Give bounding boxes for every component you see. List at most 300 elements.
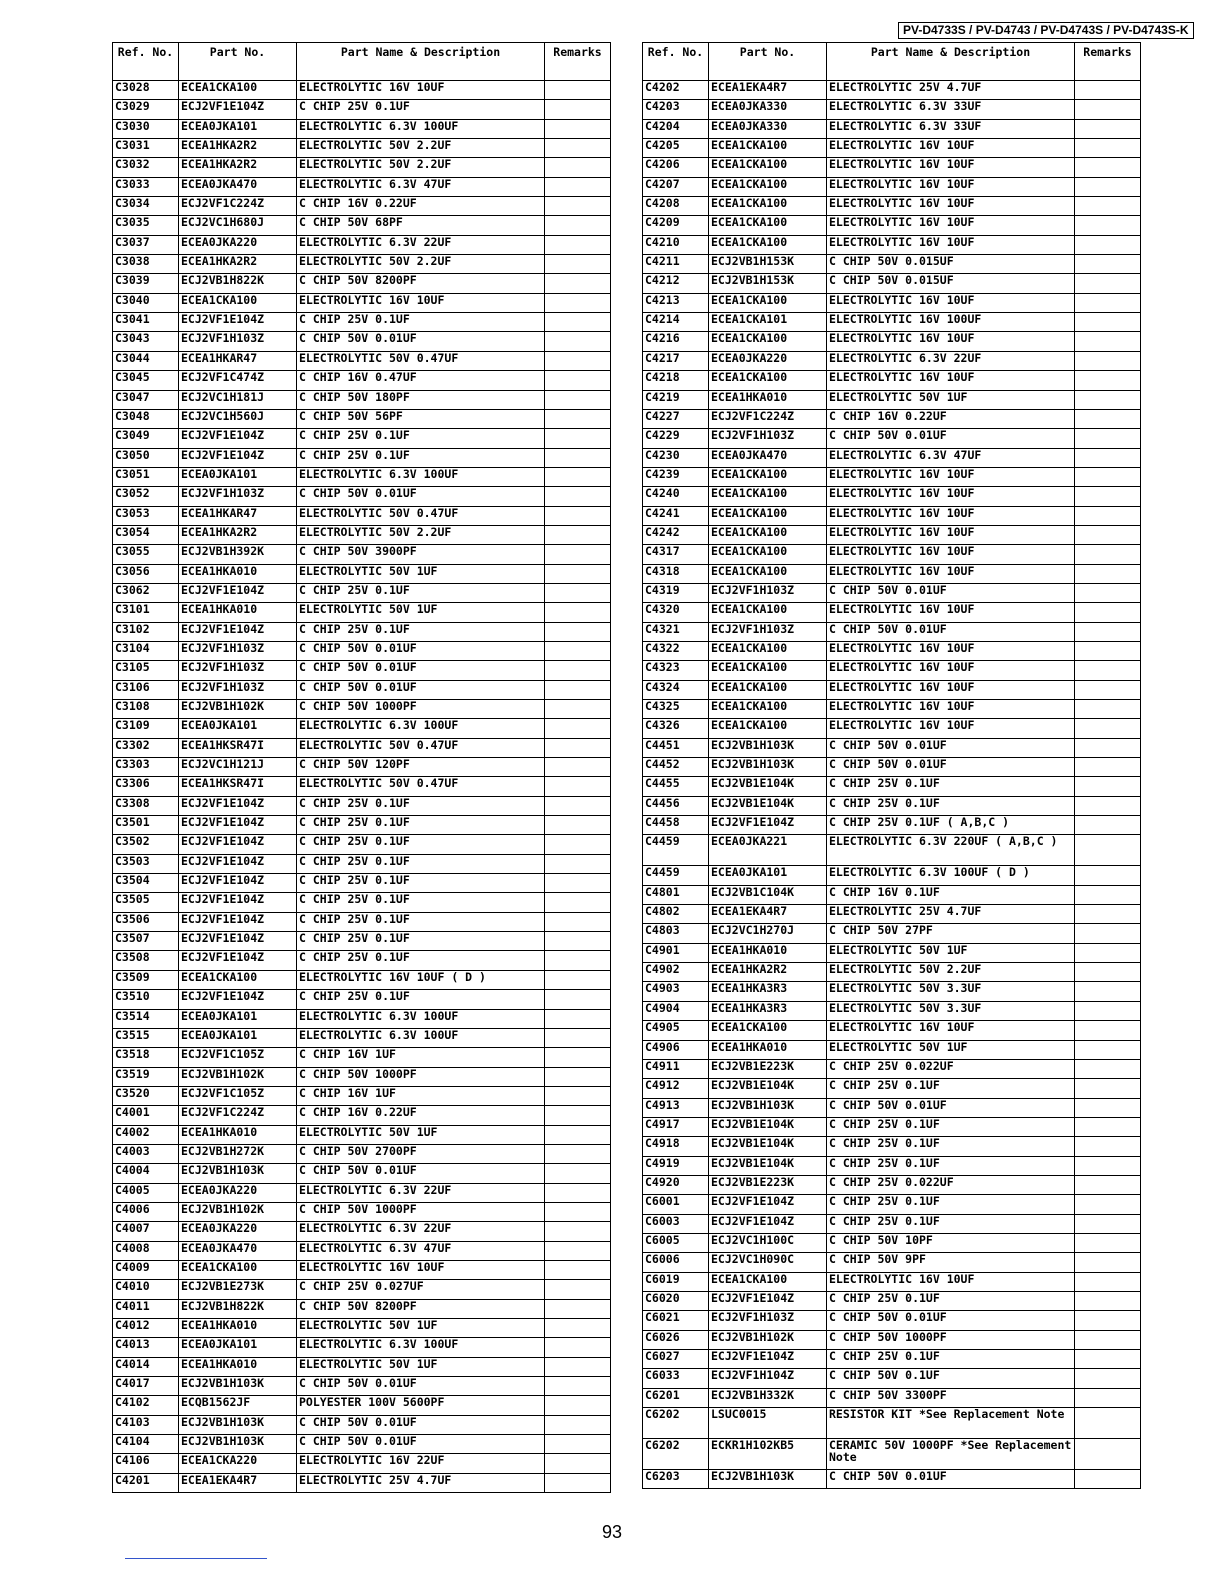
ref-no-cell: C4219	[643, 390, 709, 409]
remarks-cell	[1075, 1175, 1141, 1194]
ref-no-cell: C3031	[113, 139, 179, 158]
table-row	[643, 719, 1141, 738]
ref-no-cell: C4203	[643, 100, 709, 119]
table-row	[113, 893, 611, 912]
ref-no-cell: C3050	[113, 448, 179, 467]
part-no-cell: ECEA1CKA100	[179, 970, 297, 989]
remarks-cell	[545, 1028, 611, 1047]
part-no-cell: ECEA1HKA010	[709, 943, 827, 962]
description-cell: ELECTROLYTIC 50V 1UF	[297, 603, 545, 622]
table-row	[643, 197, 1141, 216]
description-cell: C CHIP 25V 0.1UF ( A,B,C )	[827, 816, 1075, 835]
part-no-cell: ECEA1HKA010	[179, 1125, 297, 1144]
model-header: PV-D4733S / PV-D4743 / PV-D4743S / PV-D4743S-K	[898, 22, 1194, 39]
ref-no-cell: C3502	[113, 835, 179, 854]
part-no-cell: ECEA1CKA100	[709, 467, 827, 486]
table-row	[113, 603, 611, 622]
ref-no-cell: C6020	[643, 1291, 709, 1310]
table-row	[643, 777, 1141, 796]
remarks-cell	[545, 835, 611, 854]
remarks-cell	[545, 177, 611, 196]
part-no-cell: ECJ2VB1E104K	[709, 1156, 827, 1175]
table-row	[113, 738, 611, 757]
part-no-cell: ECEA0JKA220	[179, 1183, 297, 1202]
part-no-cell: ECEA0JKA220	[709, 351, 827, 370]
description-cell: C CHIP 50V 0.01UF	[297, 1164, 545, 1183]
remarks-cell	[545, 719, 611, 738]
table-row	[113, 506, 611, 525]
table-row	[643, 274, 1141, 293]
description-cell: C CHIP 25V 0.1UF	[297, 874, 545, 893]
col-part-header: Part No.	[709, 43, 827, 81]
remarks-cell	[545, 1338, 611, 1357]
description-cell: POLYESTER 100V 5600PF	[297, 1396, 545, 1415]
table-row	[113, 970, 611, 989]
description-cell: C CHIP 50V 0.01UF	[827, 622, 1075, 641]
table-row	[643, 796, 1141, 815]
table-row	[113, 1299, 611, 1318]
table-row	[643, 409, 1141, 428]
remarks-cell	[1075, 235, 1141, 254]
ref-no-cell: C3506	[113, 912, 179, 931]
table-row	[113, 119, 611, 138]
ref-no-cell: C3105	[113, 661, 179, 680]
part-no-cell: ECQB1562JF	[179, 1396, 297, 1415]
description-cell: C CHIP 50V 68PF	[297, 216, 545, 235]
description-cell: C CHIP 50V 10PF	[827, 1233, 1075, 1252]
table-row	[643, 905, 1141, 924]
part-no-cell: ECEA1HKAR47	[179, 506, 297, 525]
part-no-cell: ECEA1CKA100	[709, 139, 827, 158]
ref-no-cell: C6202	[643, 1408, 709, 1439]
remarks-cell	[1075, 1233, 1141, 1252]
remarks-cell	[1075, 1470, 1141, 1489]
remarks-cell	[1075, 1439, 1141, 1470]
ref-no-cell: C4905	[643, 1021, 709, 1040]
remarks-cell	[1075, 1272, 1141, 1291]
table-row	[113, 274, 611, 293]
description-cell: ELECTROLYTIC 16V 10UF	[827, 235, 1075, 254]
description-cell: C CHIP 25V 0.022UF	[827, 1175, 1075, 1194]
remarks-cell	[545, 390, 611, 409]
part-no-cell: LSUC0015	[709, 1408, 827, 1439]
part-no-cell: ECJ2VF1H104Z	[709, 1369, 827, 1388]
remarks-cell	[545, 1473, 611, 1492]
ref-no-cell: C4001	[113, 1106, 179, 1125]
ref-no-cell: C4209	[643, 216, 709, 235]
remarks-cell	[545, 700, 611, 719]
description-cell: ELECTROLYTIC 16V 10UF	[827, 371, 1075, 390]
remarks-cell	[545, 661, 611, 680]
table-row	[643, 564, 1141, 583]
table-row	[113, 835, 611, 854]
part-no-cell: ECJ2VF1E104Z	[179, 100, 297, 119]
ref-no-cell: C4229	[643, 429, 709, 448]
description-cell: ELECTROLYTIC 6.3V 100UF	[297, 1009, 545, 1028]
part-no-cell: ECEA1CKA100	[709, 525, 827, 544]
description-cell: C CHIP 16V 0.22UF	[297, 1106, 545, 1125]
description-cell: ELECTROLYTIC 16V 10UF	[297, 1260, 545, 1279]
description-cell: ELECTROLYTIC 16V 10UF	[297, 81, 545, 100]
remarks-cell	[1075, 963, 1141, 982]
part-no-cell: ECJ2VB1E104K	[709, 1117, 827, 1136]
description-cell: ELECTROLYTIC 6.3V 22UF	[297, 235, 545, 254]
remarks-cell	[1075, 139, 1141, 158]
ref-no-cell: C3041	[113, 313, 179, 332]
remarks-cell	[1075, 467, 1141, 486]
table-row	[643, 641, 1141, 660]
ref-no-cell: C3104	[113, 641, 179, 660]
description-cell: C CHIP 50V 1000PF	[827, 1330, 1075, 1349]
table-row	[643, 487, 1141, 506]
remarks-cell	[545, 1435, 611, 1454]
ref-no-cell: C4906	[643, 1040, 709, 1059]
description-cell: C CHIP 25V 0.1UF	[297, 583, 545, 602]
remarks-cell	[1075, 777, 1141, 796]
remarks-cell	[1075, 1214, 1141, 1233]
remarks-cell	[1075, 81, 1141, 100]
ref-no-cell: C3507	[113, 932, 179, 951]
remarks-cell	[1075, 1040, 1141, 1059]
remarks-cell	[545, 313, 611, 332]
part-no-cell: ECJ2VF1E104Z	[179, 816, 297, 835]
part-no-cell: ECJ2VB1E104K	[709, 777, 827, 796]
description-cell: ELECTROLYTIC 50V 0.47UF	[297, 777, 545, 796]
ref-no-cell: C4216	[643, 332, 709, 351]
table-row	[643, 661, 1141, 680]
ref-no-cell: C4318	[643, 564, 709, 583]
description-cell: ELECTROLYTIC 6.3V 47UF	[297, 1241, 545, 1260]
part-no-cell: ECJ2VF1H103Z	[709, 429, 827, 448]
ref-no-cell: C6202	[643, 1439, 709, 1470]
table-row	[643, 1001, 1141, 1020]
description-cell: ELECTROLYTIC 16V 10UF	[827, 467, 1075, 486]
part-no-cell: ECEA1HKA2R2	[179, 139, 297, 158]
part-no-cell: ECJ2VC1H090C	[709, 1253, 827, 1272]
ref-no-cell: C4002	[113, 1125, 179, 1144]
description-cell: C CHIP 25V 0.1UF	[297, 448, 545, 467]
table-row	[643, 603, 1141, 622]
remarks-cell	[545, 545, 611, 564]
part-no-cell: ECJ2VB1H102K	[179, 1202, 297, 1221]
table-row	[643, 1098, 1141, 1117]
description-cell: C CHIP 50V 0.01UF	[827, 758, 1075, 777]
remarks-cell	[1075, 622, 1141, 641]
part-no-cell: ECEA0JKA101	[179, 119, 297, 138]
part-no-cell: ECJ2VB1H103K	[179, 1435, 297, 1454]
part-no-cell: ECEA1HKA010	[179, 603, 297, 622]
table-row	[113, 951, 611, 970]
remarks-cell	[545, 1183, 611, 1202]
remarks-cell	[1075, 448, 1141, 467]
description-cell: C CHIP 50V 0.01UF	[827, 429, 1075, 448]
ref-no-cell: C4202	[643, 81, 709, 100]
part-no-cell: ECJ2VB1H102K	[179, 1067, 297, 1086]
table-row	[643, 81, 1141, 100]
remarks-cell	[1075, 641, 1141, 660]
part-no-cell: ECEA0JKA101	[179, 1028, 297, 1047]
table-row	[113, 1202, 611, 1221]
table-row	[643, 293, 1141, 312]
ref-no-cell: C3028	[113, 81, 179, 100]
description-cell: ELECTROLYTIC 16V 10UF	[827, 700, 1075, 719]
table-row	[113, 467, 611, 486]
part-no-cell: ECJ2VF1E104Z	[709, 1214, 827, 1233]
part-no-cell: ECEA1CKA220	[179, 1454, 297, 1473]
part-no-cell: ECEA1HKA2R2	[179, 525, 297, 544]
table-row	[113, 564, 611, 583]
description-cell: C CHIP 50V 0.01UF	[827, 1098, 1075, 1117]
description-cell: ELECTROLYTIC 16V 10UF	[827, 177, 1075, 196]
part-no-cell: ECEA1CKA100	[179, 1260, 297, 1279]
part-no-cell: ECJ2VF1C224Z	[709, 409, 827, 428]
part-no-cell: ECJ2VB1H103K	[709, 738, 827, 757]
description-cell: C CHIP 25V 0.1UF	[827, 1117, 1075, 1136]
part-no-cell: ECJ2VC1H121J	[179, 758, 297, 777]
table-row	[113, 487, 611, 506]
ref-no-cell: C3303	[113, 758, 179, 777]
description-cell: C CHIP 25V 0.1UF	[297, 313, 545, 332]
remarks-cell	[1075, 738, 1141, 757]
table-row	[113, 351, 611, 370]
description-cell: ELECTROLYTIC 16V 10UF	[297, 293, 545, 312]
ref-no-cell: C4455	[643, 777, 709, 796]
part-no-cell: ECEA1CKA100	[709, 641, 827, 660]
table-row	[113, 680, 611, 699]
ref-no-cell: C4459	[643, 835, 709, 866]
table-row	[643, 680, 1141, 699]
ref-no-cell: C4801	[643, 885, 709, 904]
remarks-cell	[545, 912, 611, 931]
part-no-cell: ECJ2VB1H153K	[709, 274, 827, 293]
remarks-cell	[545, 1260, 611, 1279]
ref-no-cell: C4239	[643, 467, 709, 486]
description-cell: ELECTROLYTIC 6.3V 100UF ( D )	[827, 866, 1075, 885]
part-no-cell: ECJ2VF1E104Z	[709, 1291, 827, 1310]
part-no-cell: ECJ2VB1H103K	[709, 1470, 827, 1489]
ref-no-cell: C4451	[643, 738, 709, 757]
part-no-cell: ECEA1HKSR47I	[179, 777, 297, 796]
description-cell: ELECTROLYTIC 50V 0.47UF	[297, 738, 545, 757]
col-desc-header: Part Name & Description	[297, 43, 545, 81]
description-cell: C CHIP 50V 0.01UF	[297, 661, 545, 680]
table-header-row	[643, 43, 1141, 81]
description-cell: C CHIP 25V 0.1UF	[297, 816, 545, 835]
remarks-cell	[1075, 719, 1141, 738]
table-row	[113, 100, 611, 119]
part-no-cell: ECJ2VC1H560J	[179, 409, 297, 428]
part-no-cell: ECEA1CKA100	[709, 1021, 827, 1040]
part-no-cell: ECJ2VB1H332K	[709, 1388, 827, 1407]
part-no-cell: ECJ2VB1E104K	[709, 1137, 827, 1156]
ref-no-cell: C3504	[113, 874, 179, 893]
ref-no-cell: C4004	[113, 1164, 179, 1183]
ref-no-cell: C4227	[643, 409, 709, 428]
remarks-cell	[1075, 390, 1141, 409]
remarks-cell	[1075, 1195, 1141, 1214]
part-no-cell: ECEA1CKA100	[709, 661, 827, 680]
remarks-cell	[1075, 1079, 1141, 1098]
part-no-cell: ECJ2VF1C474Z	[179, 371, 297, 390]
part-no-cell: ECEA0JKA220	[179, 235, 297, 254]
part-no-cell: ECEA0JKA470	[179, 177, 297, 196]
remarks-cell	[1075, 525, 1141, 544]
ref-no-cell: C3034	[113, 197, 179, 216]
description-cell: ELECTROLYTIC 25V 4.7UF	[827, 81, 1075, 100]
ref-no-cell: C3048	[113, 409, 179, 428]
remarks-cell	[1075, 661, 1141, 680]
part-no-cell: ECJ2VF1H103Z	[179, 487, 297, 506]
part-no-cell: ECEA1HKA010	[179, 1357, 297, 1376]
description-cell: ELECTROLYTIC 16V 10UF	[827, 661, 1075, 680]
table-row	[113, 1067, 611, 1086]
ref-no-cell: C4208	[643, 197, 709, 216]
col-ref-header: Ref. No.	[113, 43, 179, 81]
description-cell: ELECTROLYTIC 16V 10UF	[827, 564, 1075, 583]
ref-no-cell: C4009	[113, 1260, 179, 1279]
table-row	[113, 932, 611, 951]
ref-no-cell: C4452	[643, 758, 709, 777]
remarks-cell	[1075, 216, 1141, 235]
table-row	[643, 119, 1141, 138]
table-row	[113, 409, 611, 428]
table-row	[113, 255, 611, 274]
part-no-cell: ECEA1CKA100	[179, 81, 297, 100]
remarks-cell	[1075, 1098, 1141, 1117]
part-no-cell: ECJ2VF1E104Z	[709, 816, 827, 835]
description-cell: C CHIP 50V 3300PF	[827, 1388, 1075, 1407]
description-cell: ELECTROLYTIC 6.3V 47UF	[827, 448, 1075, 467]
table-row	[113, 777, 611, 796]
description-cell: C CHIP 25V 0.027UF	[297, 1280, 545, 1299]
ref-no-cell: C4322	[643, 641, 709, 660]
part-no-cell: ECEA0JKA101	[179, 1338, 297, 1357]
description-cell: C CHIP 25V 0.1UF	[827, 1214, 1075, 1233]
part-no-cell: ECJ2VF1E104Z	[709, 1195, 827, 1214]
table-row	[113, 1260, 611, 1279]
description-cell: C CHIP 25V 0.1UF	[297, 951, 545, 970]
part-no-cell: ECJ2VB1C104K	[709, 885, 827, 904]
remarks-cell	[545, 409, 611, 428]
remarks-cell	[545, 467, 611, 486]
part-no-cell: ECEA0JKA221	[709, 835, 827, 866]
ref-no-cell: C4459	[643, 866, 709, 885]
ref-no-cell: C4912	[643, 1079, 709, 1098]
remarks-cell	[545, 1454, 611, 1473]
remarks-cell	[1075, 564, 1141, 583]
ref-no-cell: C3501	[113, 816, 179, 835]
part-no-cell: ECEA1EKA4R7	[179, 1473, 297, 1492]
description-cell: ELECTROLYTIC 50V 2.2UF	[297, 158, 545, 177]
ref-no-cell: C3049	[113, 429, 179, 448]
table-row	[113, 1319, 611, 1338]
description-cell: ELECTROLYTIC 6.3V 100UF	[297, 119, 545, 138]
description-cell: C CHIP 25V 0.1UF	[827, 777, 1075, 796]
remarks-cell	[1075, 545, 1141, 564]
description-cell: ELECTROLYTIC 50V 1UF	[827, 1040, 1075, 1059]
ref-no-cell: C3052	[113, 487, 179, 506]
ref-no-cell: C3040	[113, 293, 179, 312]
table-row	[113, 1183, 611, 1202]
part-no-cell: ECEA1HKA010	[179, 1319, 297, 1338]
remarks-cell	[545, 216, 611, 235]
remarks-cell	[1075, 943, 1141, 962]
table-row	[643, 700, 1141, 719]
description-cell: ELECTROLYTIC 16V 10UF	[827, 1272, 1075, 1291]
table-row	[643, 467, 1141, 486]
description-cell: ELECTROLYTIC 16V 10UF	[827, 332, 1075, 351]
description-cell: ELECTROLYTIC 16V 10UF	[827, 603, 1075, 622]
ref-no-cell: C4456	[643, 796, 709, 815]
description-cell: C CHIP 50V 1000PF	[297, 1067, 545, 1086]
table-row	[113, 990, 611, 1009]
ref-no-cell: C3032	[113, 158, 179, 177]
description-cell: C CHIP 50V 120PF	[297, 758, 545, 777]
table-row	[113, 1144, 611, 1163]
remarks-cell	[1075, 905, 1141, 924]
part-no-cell: ECEA1HKAR47	[179, 351, 297, 370]
description-cell: ELECTROLYTIC 6.3V 100UF	[297, 1028, 545, 1047]
description-cell: C CHIP 50V 0.01UF	[297, 1435, 545, 1454]
part-no-cell: ECEA1CKA100	[179, 293, 297, 312]
part-no-cell: ECEA0JKA101	[179, 719, 297, 738]
table-row	[113, 139, 611, 158]
part-no-cell: ECJ2VF1E104Z	[179, 583, 297, 602]
description-cell: C CHIP 50V 0.1UF	[827, 1369, 1075, 1388]
part-no-cell: ECJ2VF1E104Z	[179, 990, 297, 1009]
ref-no-cell: C3503	[113, 854, 179, 873]
ref-no-cell: C4323	[643, 661, 709, 680]
description-cell: C CHIP 25V 0.1UF	[297, 796, 545, 815]
table-row	[643, 100, 1141, 119]
page-number: 93	[601, 1522, 623, 1542]
table-row	[113, 1357, 611, 1376]
remarks-cell	[545, 100, 611, 119]
description-cell: C CHIP 50V 2700PF	[297, 1144, 545, 1163]
description-cell: ELECTROLYTIC 16V 10UF	[827, 1021, 1075, 1040]
ref-no-cell: C6021	[643, 1311, 709, 1330]
table-row	[643, 1253, 1141, 1272]
ref-no-cell: C4230	[643, 448, 709, 467]
description-cell: ELECTROLYTIC 25V 4.7UF	[827, 905, 1075, 924]
ref-no-cell: C4321	[643, 622, 709, 641]
remarks-cell	[1075, 680, 1141, 699]
col-remarks-header: Remarks	[1075, 43, 1141, 81]
ref-no-cell: C4213	[643, 293, 709, 312]
description-cell: C CHIP 50V 0.015UF	[827, 274, 1075, 293]
ref-no-cell: C4013	[113, 1338, 179, 1357]
table-row	[113, 1125, 611, 1144]
remarks-cell	[545, 564, 611, 583]
remarks-cell	[545, 371, 611, 390]
part-no-cell: ECEA1CKA100	[709, 177, 827, 196]
remarks-cell	[1075, 429, 1141, 448]
ref-no-cell: C4241	[643, 506, 709, 525]
description-cell: C CHIP 25V 0.1UF	[827, 1291, 1075, 1310]
remarks-cell	[1075, 487, 1141, 506]
ref-no-cell: C3518	[113, 1048, 179, 1067]
description-cell: ELECTROLYTIC 6.3V 22UF	[827, 351, 1075, 370]
part-no-cell: ECEA1HKA010	[709, 1040, 827, 1059]
ref-no-cell: C4317	[643, 545, 709, 564]
remarks-cell	[545, 332, 611, 351]
ref-no-cell: C4011	[113, 1299, 179, 1318]
part-no-cell: ECJ2VF1H103Z	[179, 661, 297, 680]
description-cell: C CHIP 25V 0.1UF	[827, 1195, 1075, 1214]
ref-no-cell: C3033	[113, 177, 179, 196]
part-no-cell: ECEA1HKA010	[179, 564, 297, 583]
footer-link-underline	[125, 1558, 267, 1559]
